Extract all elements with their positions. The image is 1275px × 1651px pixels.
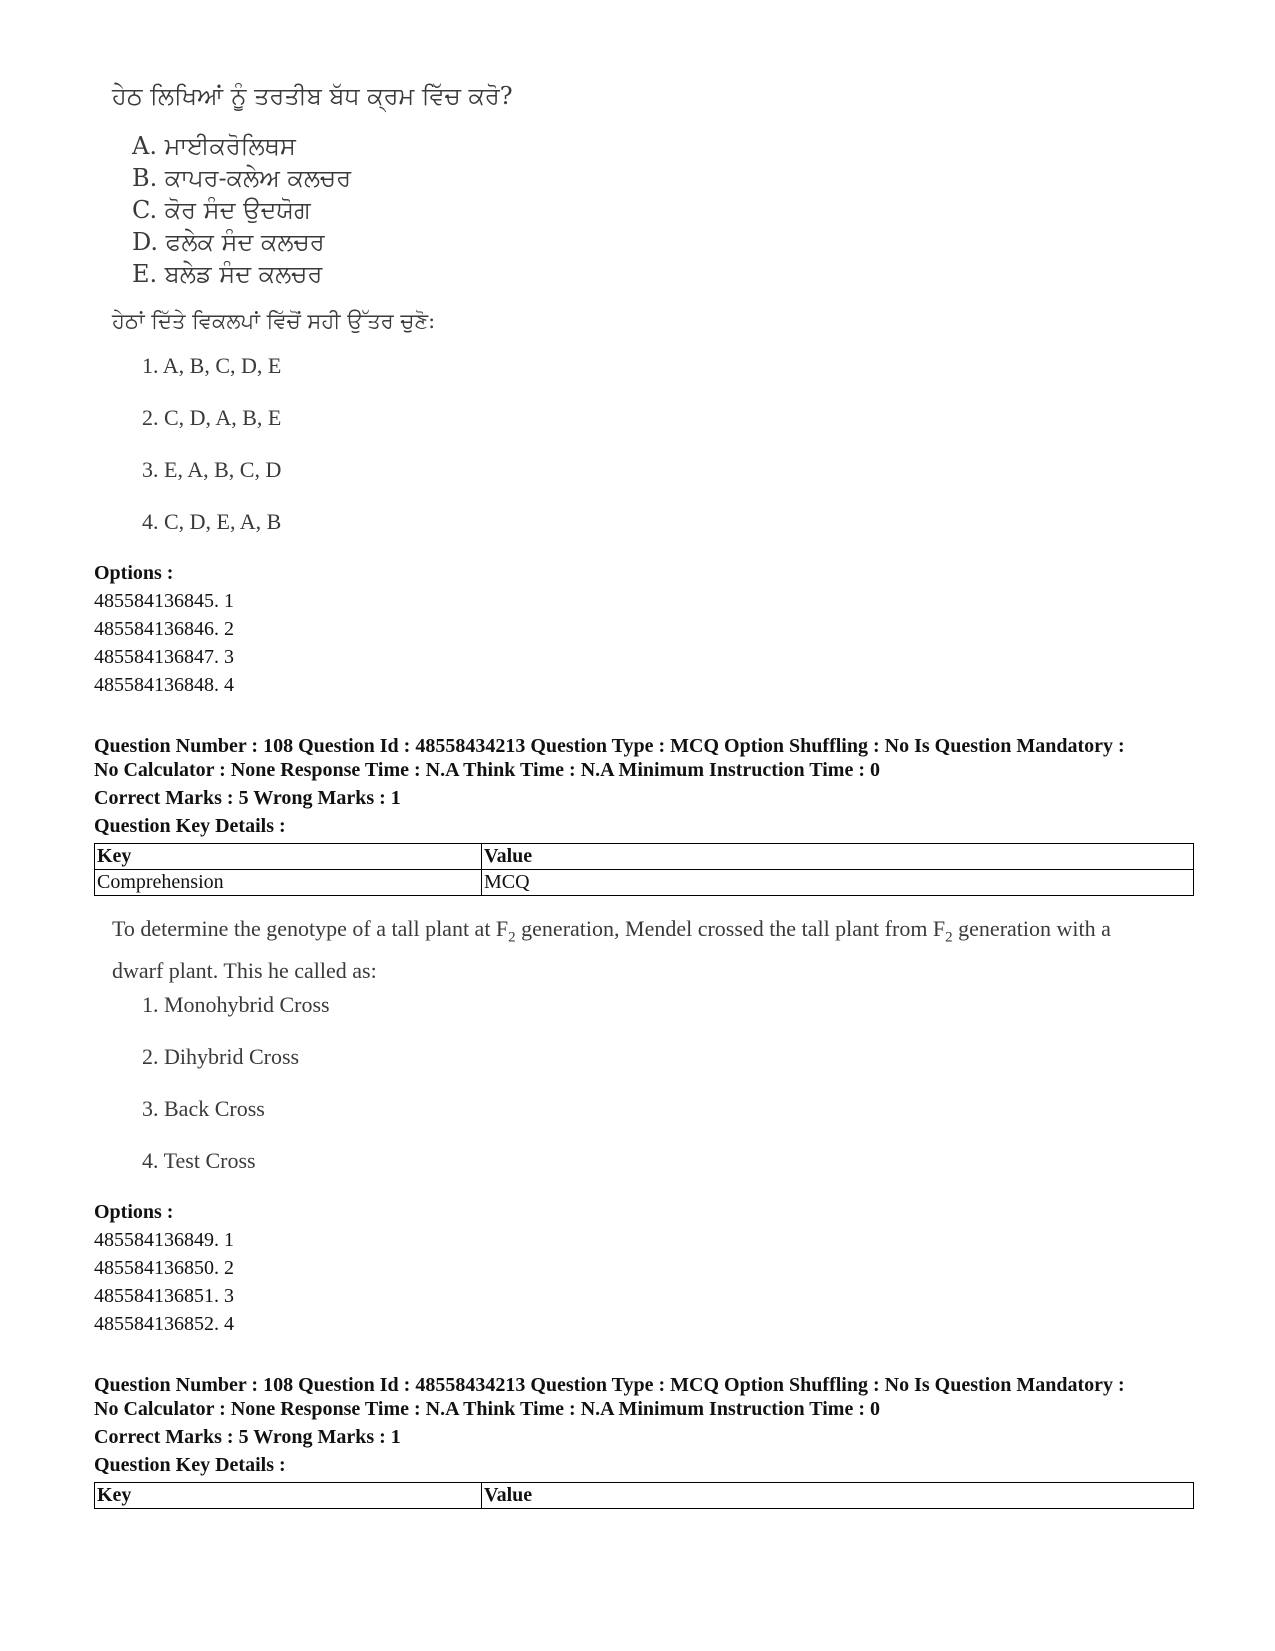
question-1-subtext: ਹੇਠਾਂ ਦਿੱਤੇ ਵਿਕਲਪਾਂ ਵਿੱਚੋਂ ਸਹੀ ਉੱਤਰ ਚੁਣੋ:: [112, 309, 436, 333]
q2-text-part-c: generation with a dwarf plant. This he called as:: [112, 916, 1111, 984]
q2-subscript-b: 2: [945, 929, 953, 946]
key-details-label: Question Key Details :: [94, 815, 286, 837]
row-value: MCQ: [482, 870, 1194, 896]
q2-option-4: 485584136852. 4: [94, 1313, 234, 1335]
q2-choice-1: 1. Monohybrid Cross: [142, 992, 330, 1017]
table-header-row: [95, 844, 1194, 870]
q2-text-part-a: To determine the genotype of a tall plant at F: [112, 916, 509, 941]
question-meta: [94, 734, 1204, 782]
question-1-text: ਹੇਠ ਲਿਖਿਆਂ ਨੂੰ ਤਰਤੀਬ ਬੱਧ ਕ੍ਰਮ ਵਿੱਚ ਕਰੋ?: [112, 82, 513, 110]
item-b: B. ਕਾਪਰ-ਕਲੇਅ ਕਲਚਰ: [132, 164, 352, 192]
header-value-2: Value: [482, 1483, 1194, 1509]
question-meta-2: [94, 1373, 1204, 1421]
table-header-row-2: [95, 1483, 1194, 1509]
option-4: 485584136848. 4: [94, 674, 234, 696]
q2-option-3: 485584136851. 3: [94, 1285, 234, 1307]
choice-1: 1. A, B, C, D, E: [142, 353, 282, 378]
meta2-line-1: Question Number : 108 Question Id : 48558434213 Question Type : MCQ Option Shuffling : No Is Question Mandatory :: [94, 1374, 1125, 1396]
choice-2: 2. C, D, A, B, E: [142, 405, 282, 430]
q2-option-1: 485584136849. 1: [94, 1229, 234, 1251]
marks-line-2: Correct Marks : 5 Wrong Marks : 1: [94, 1426, 401, 1448]
q2-options-label: Options :: [94, 1201, 174, 1223]
q2-option-2: 485584136850. 2: [94, 1257, 234, 1279]
key-details-label-2: Question Key Details :: [94, 1454, 286, 1476]
item-d: D. ਫਲੇਕ ਸੰਦ ਕਲਚਰ: [132, 228, 325, 256]
header-value: Value: [482, 844, 1194, 870]
option-2: 485584136846. 2: [94, 618, 234, 640]
meta-line-2: No Calculator : None Response Time : N.A Think Time : N.A Minimum Instruction Time : 0: [94, 759, 880, 781]
row-key: Comprehension: [95, 870, 482, 896]
item-c: C. ਕੋਰ ਸੰਦ ਉਦਯੋਗ: [132, 196, 311, 224]
q2-text-part-b: generation, Mendel crossed the tall plant from F: [515, 916, 946, 941]
header-key-2: Key: [95, 1483, 482, 1509]
item-a: A. ਮਾਈਕਰੋਲਿਥਸ: [132, 132, 296, 160]
options-label: Options :: [94, 562, 174, 584]
meta2-line-2: No Calculator : None Response Time : N.A Think Time : N.A Minimum Instruction Time : 0: [94, 1398, 880, 1420]
choice-3: 3. E, A, B, C, D: [142, 457, 282, 482]
header-key: Key: [95, 844, 482, 870]
q2-choice-2: 2. Dihybrid Cross: [142, 1044, 300, 1069]
question-1-items: [132, 130, 351, 290]
option-1: 485584136845. 1: [94, 590, 234, 612]
table-row: [95, 870, 1194, 896]
q2-subscript-a: 2: [508, 929, 516, 946]
q2-choice-4: 4. Test Cross: [142, 1148, 256, 1173]
key-details-table: [94, 843, 1194, 896]
item-e: E. ਬਲੇਡ ਸੰਦ ਕਲਚਰ: [132, 260, 323, 288]
key-details-table-2: [94, 1482, 1194, 1509]
q2-choice-3: 3. Back Cross: [142, 1096, 265, 1121]
marks-line: Correct Marks : 5 Wrong Marks : 1: [94, 787, 401, 809]
meta-line-1: Question Number : 108 Question Id : 48558434213 Question Type : MCQ Option Shuffling : No Is Question Mandatory :: [94, 735, 1125, 757]
question-2-text: [112, 912, 1132, 987]
option-3: 485584136847. 3: [94, 646, 234, 668]
choice-4: 4. C, D, E, A, B: [142, 509, 282, 534]
